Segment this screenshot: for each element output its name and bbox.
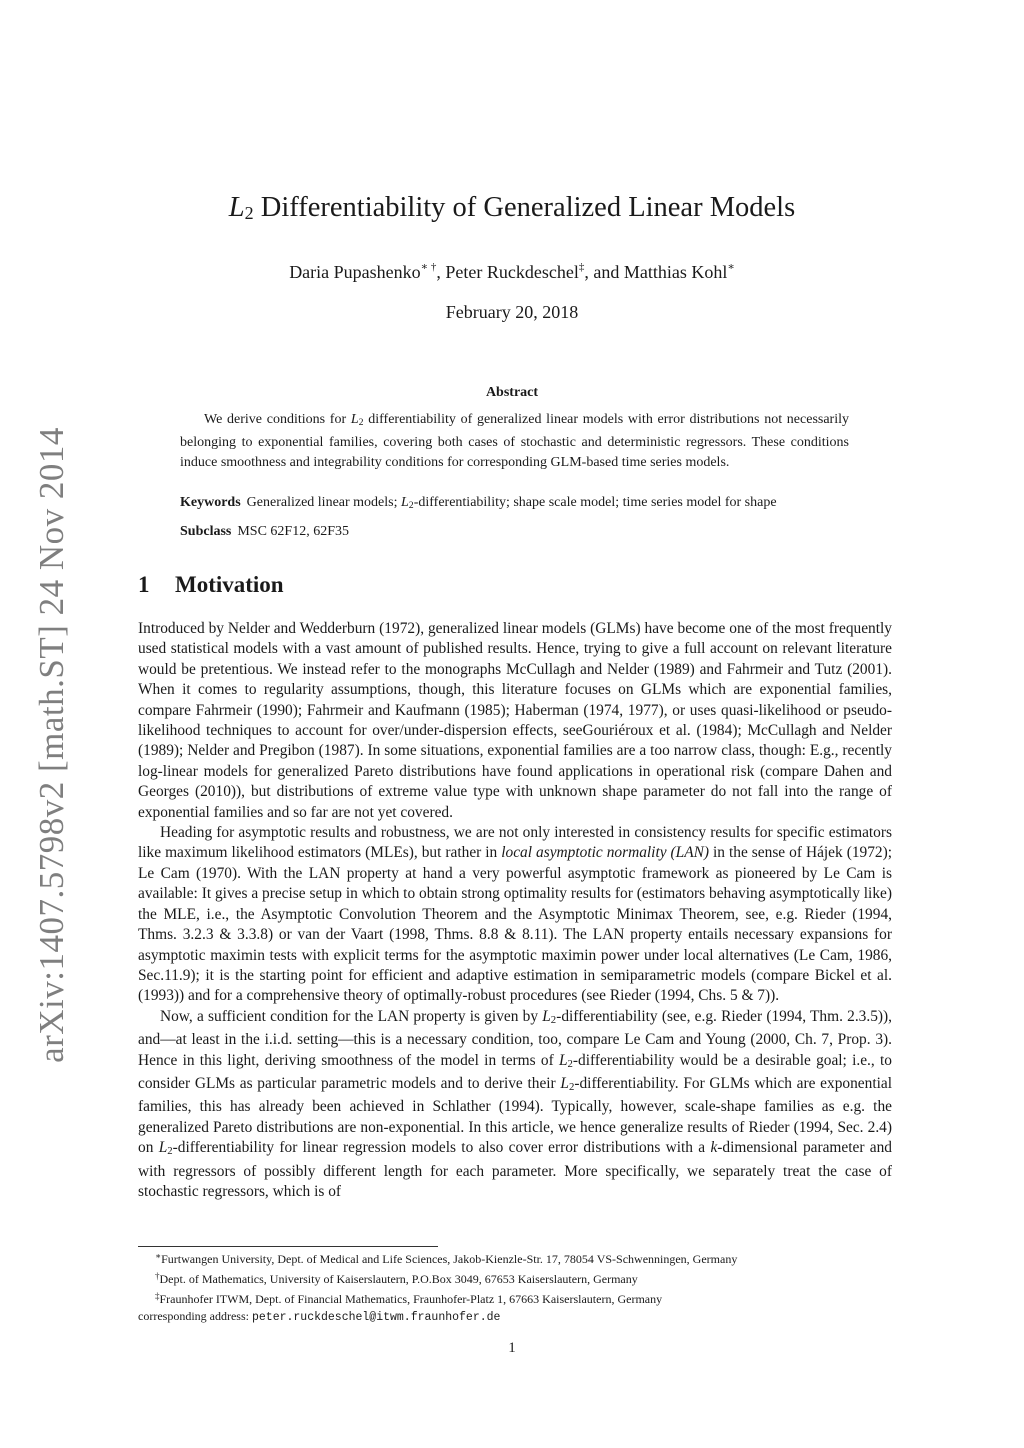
body-emphasis: local asymptotic normality (LAN) [501,844,710,862]
section-heading [138,572,284,598]
keywords-text: Generalized linear models; [246,495,401,510]
body-text-run: Now, a sufficient condition for the LAN property is given by [160,1007,543,1025]
corresponding-email-link[interactable]: peter.ruckdeschel@itwm.fraunhofer.de [251,1311,501,1324]
footnote-mark: † [155,1271,160,1281]
subclass-text: MSC 62F12, 62F35 [237,524,350,539]
body-text-run: Heading for asymptotic results and robustness, we are not only interested in consistency results for specific estimators like maximum likelihood estimators (MLEs), but rather in [138,824,892,862]
subclass-line [180,524,880,540]
footnote-text: Furtwangen University, Dept. of Medical and Life Sciences, Jakob-Kienzle-Str. 17, 78054 VS-Schwenningen, Germany [161,1252,738,1266]
math-k: k [710,1139,718,1157]
keywords-label: Keywords [180,495,241,510]
body-text-run: -differentiability (see, e.g. Rieder (1994, Thm. 2.3.5)), and—at least in the i.i.d. setting—this is a necessary condition, too, compare Le Cam and Young (2000, Ch. 7, Prop. 3). Hence in this light, deriving smoothness of the model in terms of [138,1007,892,1069]
math-sub: 2 [358,417,364,428]
abstract-paragraph [180,410,849,473]
paper-title [0,192,1024,224]
math-sub: 2 [550,1013,557,1026]
math-l: L [350,412,359,427]
title-math-sub: 2 [244,203,254,223]
math-sub: 2 [408,500,414,511]
body-paragraph-1: Introduced by Nelder and Wedderburn (1972), generalized linear models (GLMs) have become one of the most frequently used statistical models with a vast amount of published results. Hence, trying to give a full account on relevant literature would be pretentious. We instead refer to the monographs McCullagh and Nelder (1989) and Fahrmeir and Tutz (2001). When it comes to regularity assumptions, though, this literature focuses on GLMs which are exponential families, compare Fahrmeir (1990); Fahrmeir and Kaufmann (1985); Haberman (1974, 1977), or uses quasi-likelihood or pseudo-likelihood techniques to account for over/under-dispersion effects, seeGouriéroux et al. (1984); McCullagh and Nelder (1989); Nelder and Pregibon (1987). In some situations, exponential families are a too narrow class, though: E.g., recently log-linear models for generalized Pareto distributions have found applications in operational risk (compare Dahen and Georges (2010)), but distributions of extreme value type with unknown shape parameter do not fall into the range of exponential families and so far are not yet covered. [138,620,892,821]
author-2-marks: ‡ [578,261,585,273]
body-text [138,619,892,1202]
author-3: , and Matthias Kohl [584,262,728,282]
math-l: L [401,495,409,510]
section-title: Motivation [175,572,284,597]
author-list [0,260,1024,283]
math-l: L [560,1074,569,1092]
math-sub: 2 [167,1145,173,1158]
footnote-3 [138,1288,892,1308]
keywords-line [180,495,880,511]
body-paragraph-2 [138,823,892,1007]
footnote-4 [138,1308,892,1326]
body-text-run: in the sense of Hájek (1972); Le Cam (1970). With the LAN property at hand a very powerful asymptotic framework as pioneered by Le Cam is available: It gives a precise setup in which to obtain strong optimality results for (estimators behaving asymptotically like) the MLE, i.e., the Asymptotic Convolution Theorem and the Asymptotic Minimax Theorem, see, e.g. Rieder (1994, Thms. 3.2.3 & 3.3.8) or van der Vaart (1998, Thms. 8.8 & 8.11). The LAN property entails necessary expansions for asymptotic maximin tests with explicit terms for the asymptotic maximin power under local alternatives (Le Cam, 1986, Sec.11.9); it is the starting point for efficient and adaptive estimation in semiparametric models (compare Bickel et al. (1993)) and for a comprehensive theory of optimally-robust procedures (see Rieder (1994, Chs. 5 & 7)). [138,844,893,1005]
author-3-marks: ∗ [727,261,735,273]
footnote-2 [138,1268,892,1288]
body-text-run: -differentiability. For GLMs which are exponential families, this has already been achieved in Schlather (1994). Typically, however, scale-shape families as e.g. the generalized Pareto distributions are non-exponential. In this article, we hence generalize results of Rieder (1994, Sec. 2.4) on [138,1074,892,1157]
title-math-l: L [228,192,245,223]
math-l: L [558,1051,568,1069]
footnote-text: corresponding address: [138,1309,252,1323]
math-sub: 2 [568,1080,575,1093]
arxiv-identifier-stamp: arXiv:1407.5798v2 [math.ST] 24 Nov 2014 [32,427,71,1063]
footnote-text: Dept. of Mathematics, University of Kaiserslautern, P.O.Box 3049, 67653 Kaiserslautern, Germany [159,1272,638,1286]
author-1-marks: ∗ † [420,261,437,273]
abstract-text: differentiability of generalized linear models with error distributions not necessarily belonging to exponential families, covering both cases of stochastic and deterministic regressors. These conditions induce smoothness and integrability conditions for corresponding GLM-based time series models. [180,412,849,470]
footnote-divider [138,1246,438,1247]
subclass-label: Subclass [180,524,232,539]
abstract-body [180,410,849,473]
abstract-text: We derive conditions for [204,412,351,427]
paper-date: February 20, 2018 [445,302,579,322]
abstract-heading: Abstract [485,385,539,400]
footnotes [138,1248,892,1326]
math-sub: 2 [567,1057,573,1070]
math-l: L [158,1139,168,1157]
title-text: Differentiability of Generalized Linear Models [253,192,796,223]
author-2: , Peter Ruckdeschel [436,262,579,282]
body-paragraph-3 [138,1007,892,1203]
footnote-mark: ‡ [155,1291,160,1301]
body-text-run: -differentiability for linear regression models to also cover error distributions with a [172,1139,711,1157]
math-l: L [542,1007,551,1025]
keywords-text: -differentiability; shape scale model; time series model for shape [413,495,777,510]
footnote-text: Fraunhofer ITWM, Dept. of Financial Mathematics, Fraunhofer-Platz 1, 67663 Kaiserslautern, Germany [159,1292,663,1306]
page-number: 1 [508,1340,516,1356]
footnote-1 [138,1248,892,1268]
body-text-run: -dimensional parameter and with regressors of possibly different length for each parameter. More specifically, we separately treat the case of stochastic regressors, which is of [138,1139,892,1200]
footnote-mark: ∗ [155,1251,162,1261]
body-text-run: -differentiability would be a desirable goal; i.e., to consider GLMs as particular parametric models and to derive their [138,1051,892,1092]
section-number: 1 [138,572,150,597]
author-1: Daria Pupashenko [289,262,421,282]
